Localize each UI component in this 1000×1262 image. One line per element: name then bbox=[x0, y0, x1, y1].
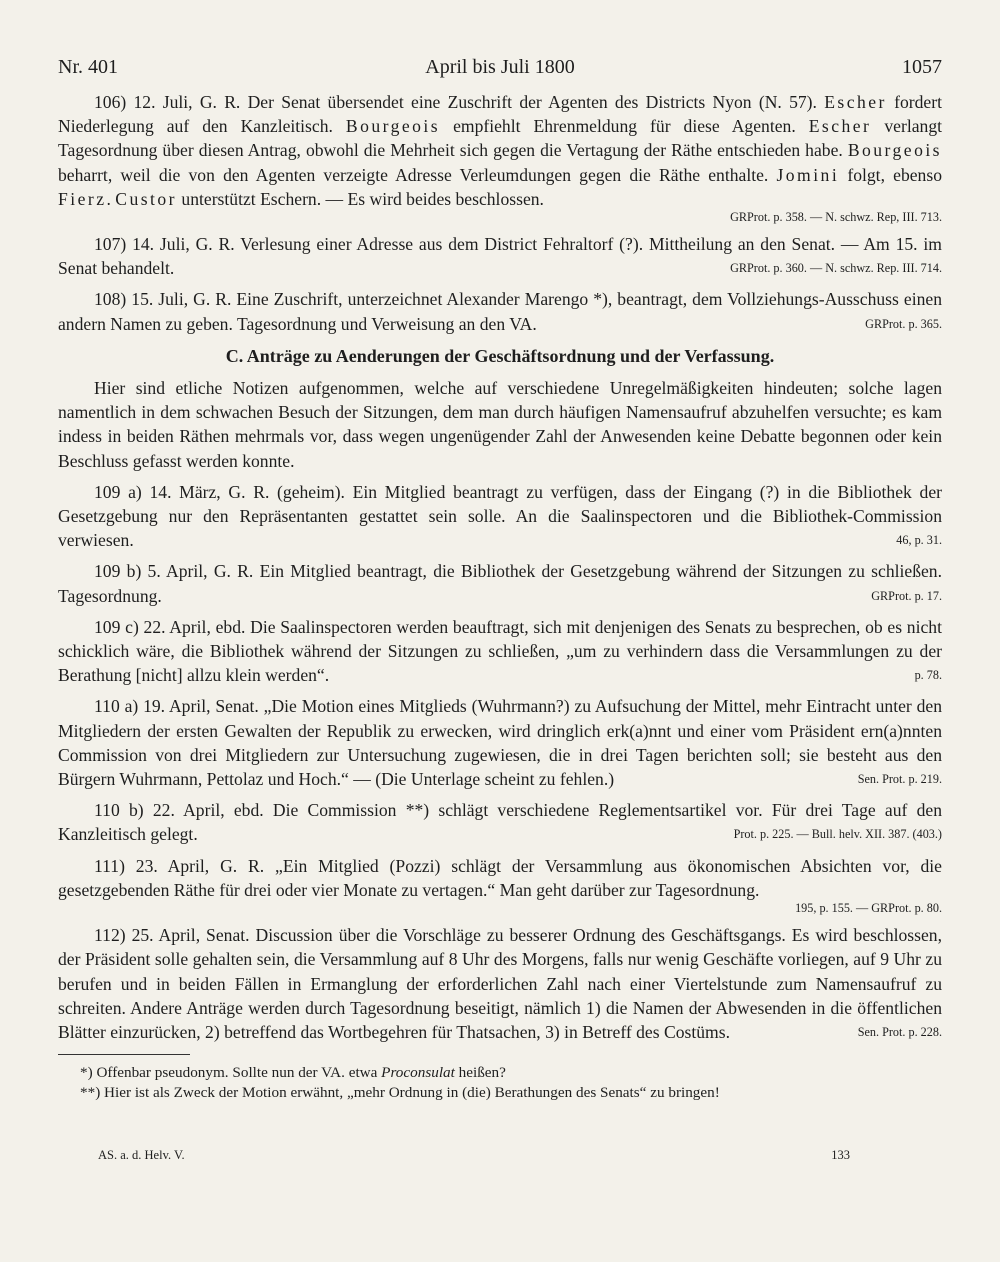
person-name: Bourgeois bbox=[847, 140, 942, 161]
person-name: Bourgeois bbox=[345, 116, 441, 137]
entry-106: 106) 12. Juli, G. R. Der Senat übersendet eine Zuschrift der Agenten des Districts Nyon (N. 57). Escher fordert Niederlegung auf den Kanzleitisch. Bourgeois empfiehlt Ehrenmeldung für diese Agenten. Escher verlangt Tagesordnung über diesen Antrag, obwohl die Mehrheit sich gegen die Vertagung der Räthe entschieden habe. Bourgeois beharrt, weil die von den Agenten verzeigte Adresse Verleumdungen gegen die Räthe enthalte. Jomini folgt, ebenso Fierz. Custor unterstützt Eschern. — Es wird beides beschlossen. bbox=[58, 92, 943, 209]
footnote-1: *) Offenbar pseudonym. Sollte nun der VA. etwa Proconsulat heißen? bbox=[80, 1064, 506, 1082]
footnote-divider bbox=[58, 1054, 190, 1055]
entry-110b: 110 b) 22. April, ebd. Die Commission **) schlägt verschiedene Reglementsartikel vor. Für drei Tage auf den Kanzleitisch gelegt. Prot. p. 225. — Bull. helv. XII. 387. (403.) bbox=[58, 798, 942, 846]
entry-109b-reference: GRProt. p. 17. bbox=[871, 588, 942, 603]
entry-107-reference: GRProt. p. 360. — N. schwz. Rep. III. 714. bbox=[730, 261, 942, 276]
page-header bbox=[58, 56, 942, 86]
header-document-number: Nr. 401 bbox=[58, 56, 118, 78]
person-name: Escher bbox=[824, 92, 887, 112]
footnote-2: **) Hier ist als Zweck der Motion erwähnt, „mehr Ordnung in (die) Berathungen des Senats“ zu bringen! bbox=[80, 1084, 720, 1102]
entry-109c: 109 c) 22. April, ebd. Die Saalinspectoren werden beauftragt, sich mit denjenigen des Senats zu besprechen, ob es nicht schicklich wäre, die Bibliothek während der Sitzungen zu schließen, „um zu verhindern dass die Versammlungen zu der Berathung [nicht] allzu klein werden“. p. 78. bbox=[58, 615, 942, 688]
footer-sheet-number: 133 bbox=[831, 1148, 850, 1162]
entry-108-reference: GRProt. p. 365. bbox=[865, 316, 942, 331]
person-name: Jomini bbox=[776, 164, 840, 185]
entry-110a: 110 a) 19. April, Senat. „Die Motion eines Mitglieds (Wuhrmann?) zu Aufsuchung der Mittel, mehr Eintracht unter den Mitgliedern der ersten Gewalten der Republik zu erwecken, wird dringlich erk(a)nnt und einer vom Präsident ern(a)nnten Commission von drei Mitgliedern zur Untersuchung zugewiesen, die in drei Tagen berichten soll; sie besteht aus den Bürgern Wuhrmann, Pettolaz und Hoch.“ — (Die Unterlage scheint zu fehlen.) Sen. Prot. p. 219. bbox=[58, 694, 942, 791]
entry-111-reference: 195, p. 155. — GRProt. p. 80. bbox=[795, 901, 942, 916]
person-name: Custor bbox=[115, 188, 177, 209]
section-heading: C. Anträge zu Aenderungen der Geschäftsordnung und der Verfassung. bbox=[225, 345, 775, 366]
header-date-range: April bis Juli 1800 bbox=[425, 56, 575, 78]
entry-112: 112) 25. April, Senat. Discussion über die Vorschläge zu besserer Ordnung des Geschäftsgangs. Es wird beschlossen, der Präsident solle gehalten sein, die Versammlung auf 8 Uhr des Morgens, falls nur wenig Geschäfte vorliegen, auf 9 Uhr zu berufen und in beiden Fällen in Ermanglung der erforderlichen Zahl nach einer Viertelstunde zum Namensaufruf zu schreiten. Andere Anträge werden durch Tagesordnung beseitigt, nämlich 1) die Namen der Abwesenden in die öffentlichen Blätter einzurücken, 2) betreffend das Wortbegehren für Thatsachen, 3) in Betreff des Costüms. Sen. Prot. p. 228. bbox=[58, 923, 942, 1044]
entry-109c-reference: p. 78. bbox=[914, 668, 942, 683]
entry-110a-reference: Sen. Prot. p. 219. bbox=[857, 772, 942, 787]
entry-109a: 109 a) 14. März, G. R. (geheim). Ein Mitglied beantragt zu verfügen, dass der Eingang (?) in die Bibliothek der Gesetzgebung nur den Repräsentanten gestattet sein solle. An die Saalinspectoren und die Bibliothek-Commission verwiesen. 46, p. 31. bbox=[58, 480, 942, 553]
footer-signature: AS. a. d. Helv. V. bbox=[98, 1148, 185, 1162]
section-intro: Hier sind etliche Notizen aufgenommen, welche auf verschiedene Unregelmäßigkeiten hindeuten; solche lagen namentlich in dem schwachen Besuch der Sitzungen, dem man durch häufigen Namensaufruf abzuhelfen versuchte; es kam indess in beiden Räthen mehrmals vor, dass wegen ungenügender Zahl der Anwesenden keine Debatte begonnen oder kein Beschluss gefasst werden konnte. bbox=[58, 378, 942, 471]
entry-107: 107) 14. Juli, G. R. Verlesung einer Adresse aus dem District Fehraltorf (?). Mittheilung an den Senat. — Am 15. im Senat behandelt. GRProt. p. 360. — N. schwz. Rep. III. 714. bbox=[58, 232, 942, 280]
person-name: Fierz bbox=[58, 188, 107, 209]
entry-108: 108) 15. Juli, G. R. Eine Zuschrift, unterzeichnet Alexander Marengo *), beantragt, dem Vollziehungs-Ausschuss einen andern Namen zu geben. Tagesordnung und Verweisung an den VA. GRProt. p. 365. bbox=[58, 287, 942, 335]
entry-111: 111) 23. April, G. R. „Ein Mitglied (Pozzi) schlägt der Versammlung aus ökonomischen Absichten vor, die gesetzgebenden Räthe für drei oder vier Monate zu vertagen.“ Man geht darüber zur Tagesordnung. bbox=[58, 855, 942, 900]
entry-106-reference: GRProt. p. 358. — N. schwz. Rep, III. 713. bbox=[730, 210, 942, 225]
entry-109a-reference: 46, p. 31. bbox=[896, 533, 942, 548]
page-body bbox=[58, 90, 942, 1103]
entry-112-reference: Sen. Prot. p. 228. bbox=[857, 1024, 942, 1039]
person-name: Escher bbox=[808, 116, 872, 137]
entry-109b: 109 b) 5. April, G. R. Ein Mitglied beantragt, die Bibliothek der Gesetzgebung während der Sitzungen zu schließen. Tagesordnung. GRProt. p. 17. bbox=[58, 559, 942, 607]
header-page-number: 1057 bbox=[902, 56, 942, 78]
entry-110b-reference: Prot. p. 225. — Bull. helv. XII. 387. (403.) bbox=[733, 827, 942, 842]
